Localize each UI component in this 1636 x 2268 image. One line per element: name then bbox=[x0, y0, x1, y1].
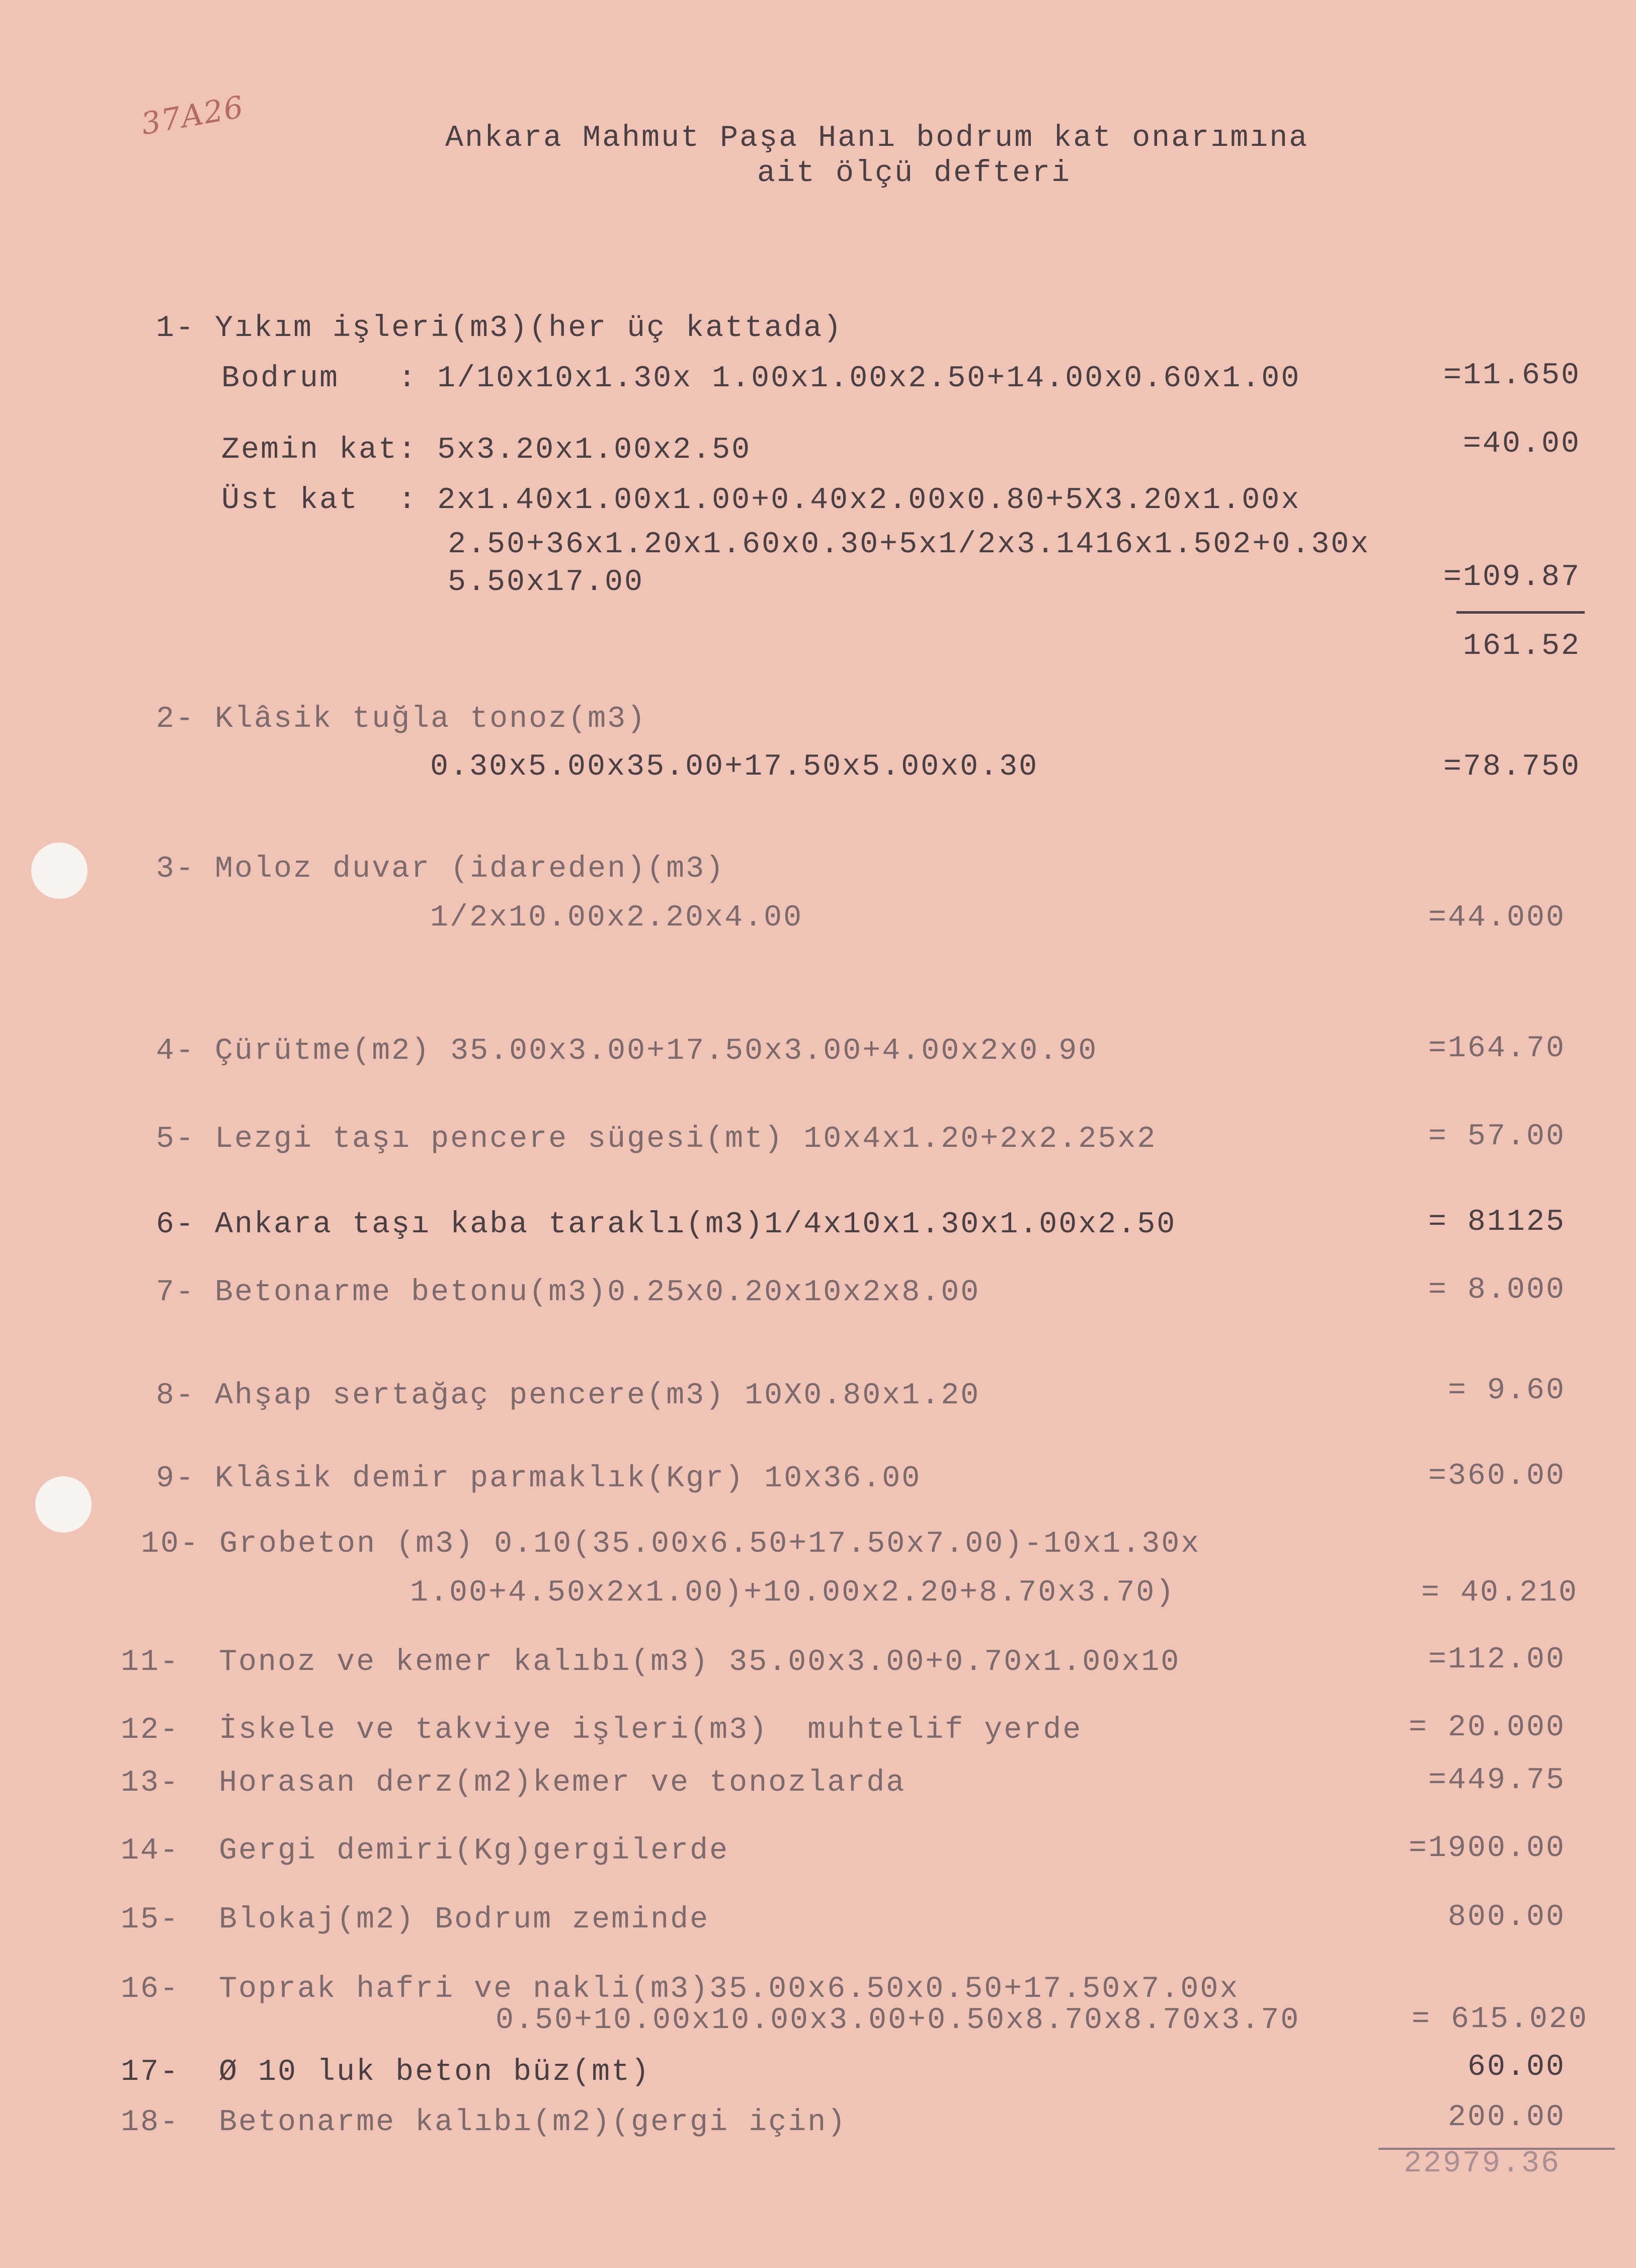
item-1-value-2: =40.00 bbox=[1462, 427, 1581, 461]
item-2-title: 2- Klâsik tuğla tonoz(m3) bbox=[156, 702, 647, 736]
title-line-2: ait ölçü defteri bbox=[757, 156, 1072, 191]
archive-number: 37A26 bbox=[138, 89, 247, 142]
item-15-value: 800.00 bbox=[1447, 1900, 1566, 1935]
item-8-text: 8- Ahşap sertağaç pencere(m3) 10X0.80x1.20 bbox=[156, 1379, 980, 1413]
title-line-1: Ankara Mahmut Paşa Hanı bodrum kat onarımına bbox=[445, 121, 1309, 155]
item-17-value: 60.00 bbox=[1467, 2050, 1566, 2084]
item-4-text: 4- Çürütme(m2) 35.00x3.00+17.50x3.00+4.00x2x0.90 bbox=[156, 1034, 1098, 1068]
item-16-line-2: 0.50+10.00x10.00x3.00+0.50x8.70x8.70x3.70 bbox=[496, 2003, 1300, 2038]
punch-hole bbox=[35, 1476, 92, 1533]
item-14-text: 14- Gergi demiri(Kg)gergilerde bbox=[121, 1834, 729, 1868]
item-17-text: 17- Ø 10 luk beton büz(mt) bbox=[121, 2055, 651, 2089]
item-13-text: 13- Horasan derz(m2)kemer ve tonozlarda bbox=[121, 1766, 906, 1800]
item-2-value: =78.750 bbox=[1443, 750, 1581, 784]
punch-hole bbox=[31, 843, 88, 899]
item-1-line-3: Üst kat : 2x1.40x1.00x1.00+0.40x2.00x0.80+5X3.20x1.00x bbox=[221, 483, 1301, 518]
item-1-value-3: =109.87 bbox=[1443, 560, 1581, 595]
item-5-text: 5- Lezgi taşı pencere sügesi(mt) 10x4x1.20+2x2.25x2 bbox=[156, 1122, 1157, 1156]
item-10-value: = 40.210 bbox=[1421, 1576, 1578, 1610]
item-12-text: 12- İskele ve takviye işleri(m3) muhtelif yerde bbox=[121, 1713, 1083, 1747]
item-1-line-4: 2.50+36x1.20x1.60x0.30+5x1/2x3.1416x1.502+0.30x bbox=[448, 528, 1370, 562]
sum-rule bbox=[1456, 611, 1585, 614]
item-1-total: 161.52 bbox=[1462, 629, 1581, 663]
item-9-value: =360.00 bbox=[1428, 1459, 1566, 1493]
item-10-line-1: 10- Grobeton (m3) 0.10(35.00x6.50+17.50x7.00)-10x1.30x bbox=[141, 1527, 1201, 1561]
item-14-value: =1900.00 bbox=[1408, 1831, 1566, 1866]
item-1-line-1: Bodrum : 1/10x10x1.30x 1.00x1.00x2.50+14.00x0.60x1.00 bbox=[221, 362, 1301, 396]
item-11-value: =112.00 bbox=[1428, 1643, 1566, 1677]
item-13-value: =449.75 bbox=[1428, 1763, 1566, 1798]
item-12-value: = 20.000 bbox=[1408, 1711, 1566, 1745]
item-3-value: =44.000 bbox=[1428, 901, 1566, 935]
item-4-value: =164.70 bbox=[1428, 1032, 1566, 1066]
item-6-value: = 81125 bbox=[1428, 1205, 1566, 1239]
grand-total: 22979.36 bbox=[1404, 2147, 1561, 2181]
item-6-text: 6- Ankara taşı kaba taraklı(m3)1/4x10x1.30x1.00x2.50 bbox=[156, 1208, 1177, 1242]
item-9-text: 9- Klâsik demir parmaklık(Kgr) 10x36.00 bbox=[156, 1462, 922, 1496]
item-3-title: 3- Moloz duvar (idareden)(m3) bbox=[156, 852, 725, 886]
item-1-title: 1- Yıkım işleri(m3)(her üç kattada) bbox=[156, 311, 843, 346]
item-3-line-1: 1/2x10.00x2.20x4.00 bbox=[430, 901, 803, 935]
item-1-value-1: =11.650 bbox=[1443, 359, 1581, 393]
item-1-line-2: Zemin kat: 5x3.20x1.00x2.50 bbox=[221, 433, 752, 467]
item-1-line-5: 5.50x17.00 bbox=[448, 565, 644, 600]
item-18-text: 18- Betonarme kalıbı(m2)(gergi için) bbox=[121, 2106, 847, 2140]
item-8-value: = 9.60 bbox=[1447, 1374, 1566, 1408]
item-18-value: 200.00 bbox=[1447, 2101, 1566, 2135]
item-2-line-1: 0.30x5.00x35.00+17.50x5.00x0.30 bbox=[430, 750, 1039, 784]
item-15-text: 15- Blokaj(m2) Bodrum zeminde bbox=[121, 1903, 710, 1937]
item-16-line-1: 16- Toprak hafri ve nakli(m3)35.00x6.50x0.50+17.50x7.00x bbox=[121, 1972, 1240, 2006]
item-5-value: = 57.00 bbox=[1428, 1120, 1566, 1154]
item-10-line-2: 1.00+4.50x2x1.00)+10.00x2.20+8.70x3.70) bbox=[410, 1576, 1176, 1610]
item-11-text: 11- Tonoz ve kemer kalıbı(m3) 35.00x3.00+0.70x1.00x10 bbox=[121, 1645, 1181, 1679]
item-7-text: 7- Betonarme betonu(m3)0.25x0.20x10x2x8.00 bbox=[156, 1276, 980, 1310]
item-7-value: = 8.000 bbox=[1428, 1273, 1566, 1307]
item-16-value: = 615.020 bbox=[1411, 2002, 1588, 2037]
